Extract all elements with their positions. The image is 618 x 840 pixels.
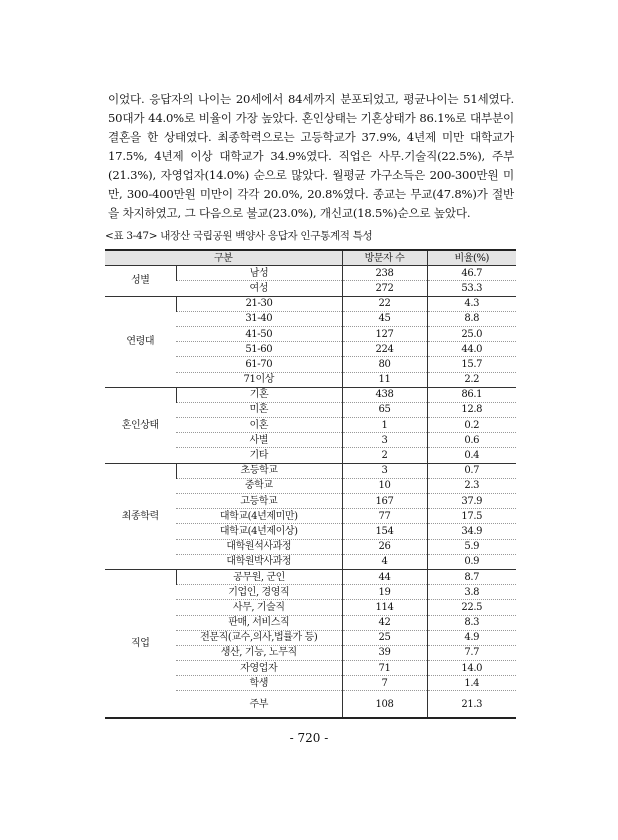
table-row <box>105 266 516 281</box>
ratio-value: 53.3 <box>427 281 516 296</box>
group-label: 최종학력 <box>105 463 176 569</box>
visitor-count: 108 <box>342 691 427 719</box>
visitor-count: 44 <box>342 569 427 584</box>
ratio-value: 21.3 <box>427 691 516 719</box>
item-label: 기혼 <box>176 387 342 402</box>
item-label: 41-50 <box>176 326 342 341</box>
ratio-value: 0.4 <box>427 448 516 463</box>
ratio-value: 22.5 <box>427 600 516 615</box>
table-header-row <box>105 250 516 266</box>
item-label: 사별 <box>176 433 342 448</box>
item-label: 공무원, 군인 <box>176 569 342 584</box>
ratio-value: 3.8 <box>427 585 516 600</box>
visitor-count: 22 <box>342 296 427 311</box>
visitor-count: 80 <box>342 357 427 372</box>
visitor-count: 65 <box>342 402 427 417</box>
item-label: 중학교 <box>176 478 342 493</box>
ratio-value: 86.1 <box>427 387 516 402</box>
visitor-count: 238 <box>342 266 427 281</box>
visitor-count: 272 <box>342 281 427 296</box>
body-paragraph: 이었다. 응답자의 나이는 20세에서 84세까지 분포되었고, 평균나이는 51세였다. 50대가 44.0%로 비율이 가장 높았다. 혼인상태는 기혼상태가 86.1%로 대부분이 결혼을 한 상태였다. 최종학력으로는 고등학교가 37.9%, 4년제 미만 대학교가 17.5%, 4년제 이상 대학교가 34.9%였다. 직업은 사무.기술직(22.5%), 주부(21.3%), 자영업자(14.0%) 순으로 많았다. 월평균 가구소득은 200-300만원 미만, 300-400만원 미만이 각각 20.0%, 20.8%였다. 종교는 무교(47.8%)가 절반을 차지하였고, 그 다음으로 불교(23.0%), 개신교(18.5%)순으로 높았다. <box>108 92 514 220</box>
visitor-count: 114 <box>342 600 427 615</box>
visitor-count: 11 <box>342 372 427 387</box>
item-label: 고등학교 <box>176 494 342 509</box>
ratio-value: 0.9 <box>427 554 516 569</box>
ratio-value: 8.7 <box>427 569 516 584</box>
table-row <box>105 463 516 478</box>
visitor-count: 10 <box>342 478 427 493</box>
visitor-count: 77 <box>342 509 427 524</box>
ratio-value: 37.9 <box>427 494 516 509</box>
visitor-count: 438 <box>342 387 427 402</box>
table-row <box>105 296 516 311</box>
group-label: 직업 <box>105 569 176 718</box>
item-label: 71이상 <box>176 372 342 387</box>
item-label: 51-60 <box>176 342 342 357</box>
ratio-value: 8.8 <box>427 311 516 326</box>
ratio-value: 25.0 <box>427 326 516 341</box>
item-label: 자영업자 <box>176 661 342 676</box>
item-label: 주부 <box>176 691 342 719</box>
item-label: 대학교(4년제미만) <box>176 509 342 524</box>
ratio-value: 34.9 <box>427 524 516 539</box>
visitor-count: 167 <box>342 494 427 509</box>
ratio-value: 0.7 <box>427 463 516 478</box>
visitor-count: 26 <box>342 539 427 554</box>
table-body <box>105 266 516 719</box>
visitor-count: 7 <box>342 676 427 691</box>
ratio-value: 4.3 <box>427 296 516 311</box>
item-label: 학생 <box>176 676 342 691</box>
table-row <box>105 569 516 584</box>
ratio-value: 15.7 <box>427 357 516 372</box>
group-label: 성별 <box>105 266 176 296</box>
ratio-value: 1.4 <box>427 676 516 691</box>
ratio-value: 2.3 <box>427 478 516 493</box>
ratio-value: 0.6 <box>427 433 516 448</box>
item-label: 판매, 서비스직 <box>176 615 342 630</box>
item-label: 21-30 <box>176 296 342 311</box>
visitor-count: 42 <box>342 615 427 630</box>
ratio-value: 5.9 <box>427 539 516 554</box>
table-row <box>105 387 516 402</box>
item-label: 여성 <box>176 281 342 296</box>
visitor-count: 3 <box>342 433 427 448</box>
ratio-value: 14.0 <box>427 661 516 676</box>
visitor-count: 39 <box>342 645 427 660</box>
ratio-value: 0.2 <box>427 418 516 433</box>
group-label: 혼인상태 <box>105 387 176 463</box>
header-visitors: 방문자 수 <box>342 250 427 266</box>
ratio-value: 12.8 <box>427 402 516 417</box>
visitor-count: 224 <box>342 342 427 357</box>
visitor-count: 1 <box>342 418 427 433</box>
ratio-value: 46.7 <box>427 266 516 281</box>
item-label: 사무, 기술직 <box>176 600 342 615</box>
table-caption: <표 3-47> 내장산 국립공원 백양사 응답자 인구통계적 특성 <box>105 230 373 242</box>
visitor-count: 154 <box>342 524 427 539</box>
group-label: 연령대 <box>105 296 176 387</box>
item-label: 대학원박사과정 <box>176 554 342 569</box>
item-label: 61-70 <box>176 357 342 372</box>
header-category: 구분 <box>105 250 342 266</box>
item-label: 남성 <box>176 266 342 281</box>
ratio-value: 44.0 <box>427 342 516 357</box>
ratio-value: 4.9 <box>427 630 516 645</box>
item-label: 대학교(4년제이상) <box>176 524 342 539</box>
ratio-value: 7.7 <box>427 645 516 660</box>
visitor-count: 2 <box>342 448 427 463</box>
item-label: 전문직(교수,의사,법률가 등) <box>176 630 342 645</box>
ratio-value: 8.3 <box>427 615 516 630</box>
page-number: - 720 - <box>289 731 329 745</box>
visitor-count: 71 <box>342 661 427 676</box>
visitor-count: 4 <box>342 554 427 569</box>
item-label: 대학원석사과정 <box>176 539 342 554</box>
item-label: 기업인, 경영직 <box>176 585 342 600</box>
item-label: 초등학교 <box>176 463 342 478</box>
item-label: 생산, 기능, 노무직 <box>176 645 342 660</box>
item-label: 31-40 <box>176 311 342 326</box>
ratio-value: 17.5 <box>427 509 516 524</box>
item-label: 기타 <box>176 448 342 463</box>
ratio-value: 2.2 <box>427 372 516 387</box>
visitor-count: 3 <box>342 463 427 478</box>
header-ratio: 비율(%) <box>427 250 516 266</box>
item-label: 이혼 <box>176 418 342 433</box>
visitor-count: 19 <box>342 585 427 600</box>
visitor-count: 25 <box>342 630 427 645</box>
visitor-count: 45 <box>342 311 427 326</box>
visitor-count: 127 <box>342 326 427 341</box>
demographics-table <box>105 249 516 719</box>
item-label: 미혼 <box>176 402 342 417</box>
